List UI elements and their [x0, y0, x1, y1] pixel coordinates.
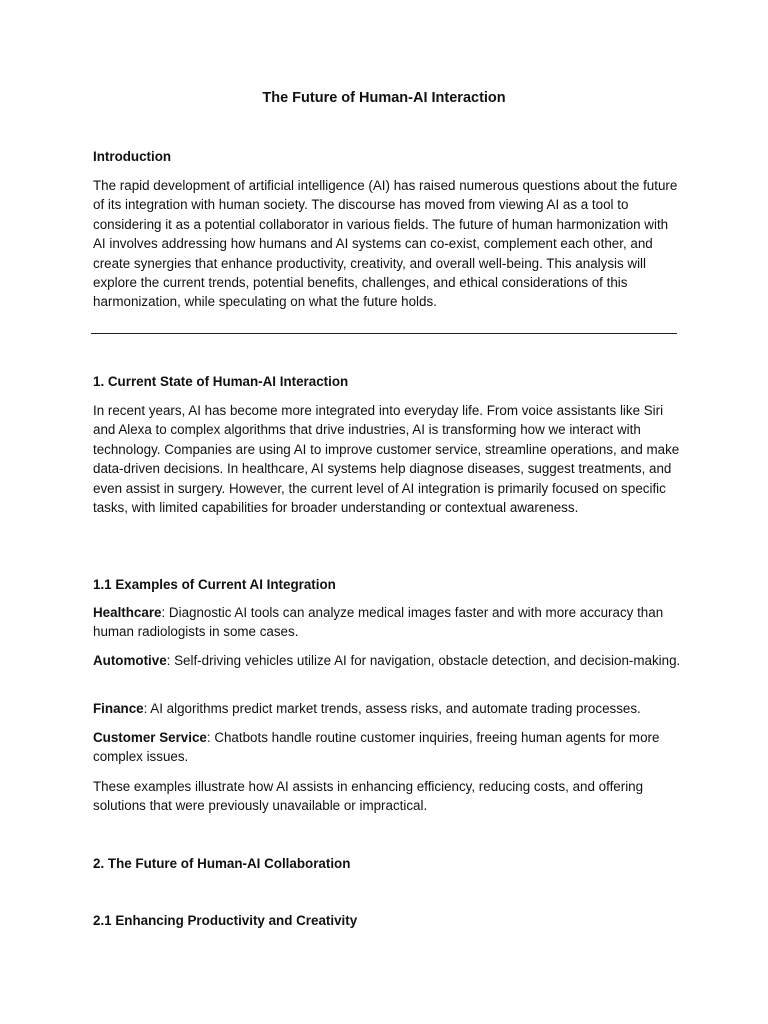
- example-term: Customer Service: [93, 730, 207, 745]
- example-healthcare: [93, 603, 683, 642]
- introduction-paragraph: The rapid development of artificial intelligence (AI) has raised numerous questions about the future of its integration with human society. The discourse has moved from viewing AI as a tool to considering it as a potential collaborator in various fields. The future of human harmonization with AI involves addressing how humans and AI systems can co-exist, complement each other, and create synergies that enhance productivity, creativity, and overall well-being. This analysis will explore the current trends, potential benefits, challenges, and ethical considerations of this harmonization, while speculating on what the future holds.: [93, 178, 678, 310]
- example-term: Healthcare: [93, 605, 162, 620]
- section-2-heading: 2. The Future of Human-AI Collaboration: [93, 856, 351, 871]
- example-customer-service: [93, 728, 683, 767]
- section-divider: [91, 333, 677, 334]
- section-1-heading: 1. Current State of Human-AI Interaction: [93, 374, 349, 389]
- section-1-1-heading: 1.1 Examples of Current AI Integration: [93, 577, 336, 592]
- example-text: : Chatbots handle routine customer inquiries, freeing human agents for more complex issues.: [93, 730, 660, 765]
- introduction-heading: Introduction: [93, 149, 172, 164]
- section-1-paragraph: In recent years, AI has become more integrated into everyday life. From voice assistants like Siri and Alexa to complex algorithms that drive industries, AI is transforming how we interact with technology. Companies are using AI to improve customer service, streamline operations, and make data-driven decisions. In healthcare, AI systems help diagnose diseases, suggest treatments, and even assist in surgery. However, the current level of AI integration is primarily focused on specific tasks, with limited capabilities for broader understanding or contextual awareness.: [93, 403, 680, 516]
- example-text: : Self-driving vehicles utilize AI for navigation, obstacle detection, and decision-making.: [166, 653, 681, 668]
- section-2-1-heading: 2.1 Enhancing Productivity and Creativity: [93, 913, 358, 928]
- example-text: : AI algorithms predict market trends, assess risks, and automate trading processes.: [143, 701, 641, 716]
- document-title: The Future of Human-AI Interaction: [262, 90, 506, 106]
- example-automotive: [93, 651, 683, 670]
- examples-summary-paragraph: These examples illustrate how AI assists in enhancing efficiency, reducing costs, and offering solutions that were previously unavailable or impractical.: [93, 779, 644, 814]
- example-term: Finance: [93, 701, 144, 716]
- example-finance: [93, 699, 683, 718]
- example-text: : Diagnostic AI tools can analyze medical images faster and with more accuracy than human radiologists in some cases.: [93, 605, 664, 640]
- example-term: Automotive: [93, 653, 167, 668]
